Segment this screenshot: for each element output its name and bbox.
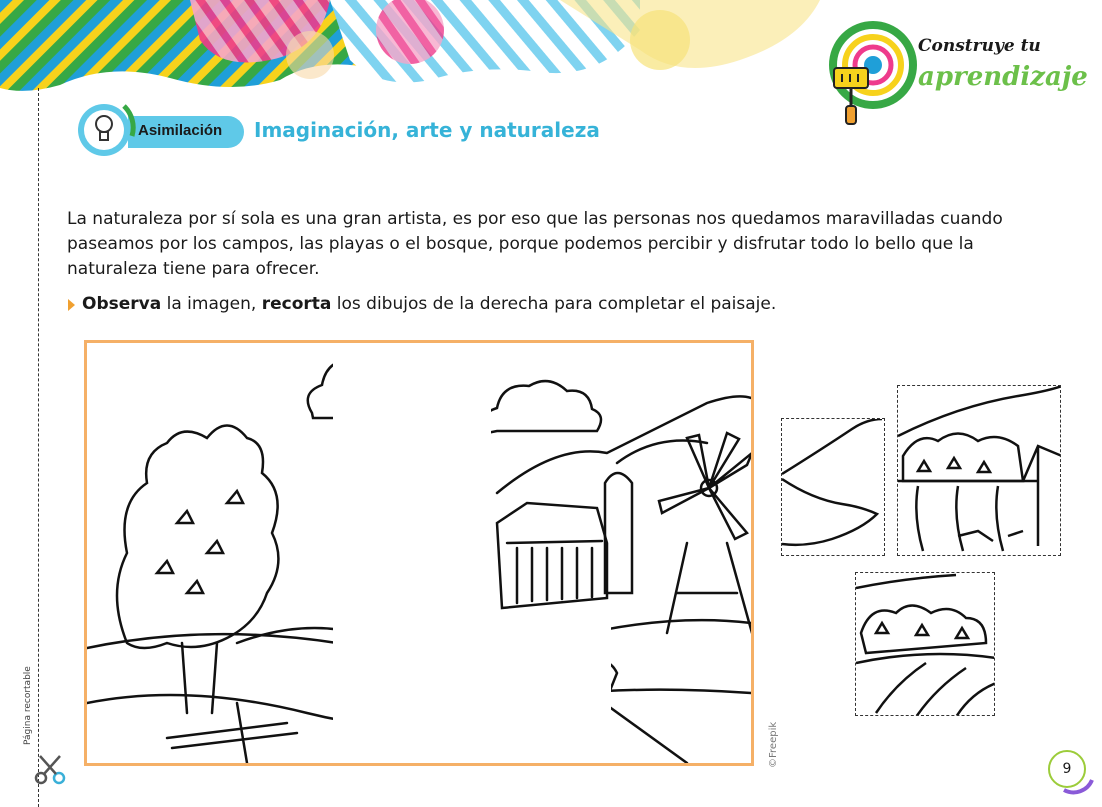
brand-subtitle: aprendizaje xyxy=(918,62,1088,92)
bullet-icon xyxy=(68,299,75,311)
cutout-piece-3[interactable] xyxy=(855,572,995,716)
scissors-icon xyxy=(33,752,67,786)
intro-paragraph: La naturaleza por sí sola es una gran artista, es por eso que las personas nos quedamos maravilladas cuando paseamos por los campos, las playas o el bosque, porque podemos percibir y disfrutar todo lo bello que la naturaleza tiene para ofrecer. xyxy=(67,209,1003,279)
cut-page-label: Página recortable xyxy=(23,666,33,745)
instruction xyxy=(82,294,776,314)
cutout-piece-2[interactable] xyxy=(897,385,1061,556)
instruction-verb-observe: Observa xyxy=(82,294,162,314)
lightbulb-icon xyxy=(72,96,136,160)
image-credit: ©Freepik xyxy=(768,721,779,768)
instruction-part-1: la imagen, xyxy=(161,294,262,314)
paint-roller-icon xyxy=(832,66,872,128)
page-number: 9 xyxy=(1048,750,1086,788)
blank-area-left xyxy=(333,343,491,763)
brand-title: Construye tu xyxy=(918,36,1041,56)
cutout-piece-1[interactable] xyxy=(781,418,885,556)
blank-area-bottom xyxy=(491,623,611,763)
instruction-verb-cut: recorta xyxy=(261,294,332,314)
section-title: Imaginación, arte y naturaleza xyxy=(254,118,600,142)
instruction-part-2: los dibujos de la derecha para completar el paisaje. xyxy=(331,294,777,314)
cut-line xyxy=(38,88,39,807)
landscape-illustration xyxy=(84,340,754,766)
section-badge: Asimilación xyxy=(138,122,223,139)
